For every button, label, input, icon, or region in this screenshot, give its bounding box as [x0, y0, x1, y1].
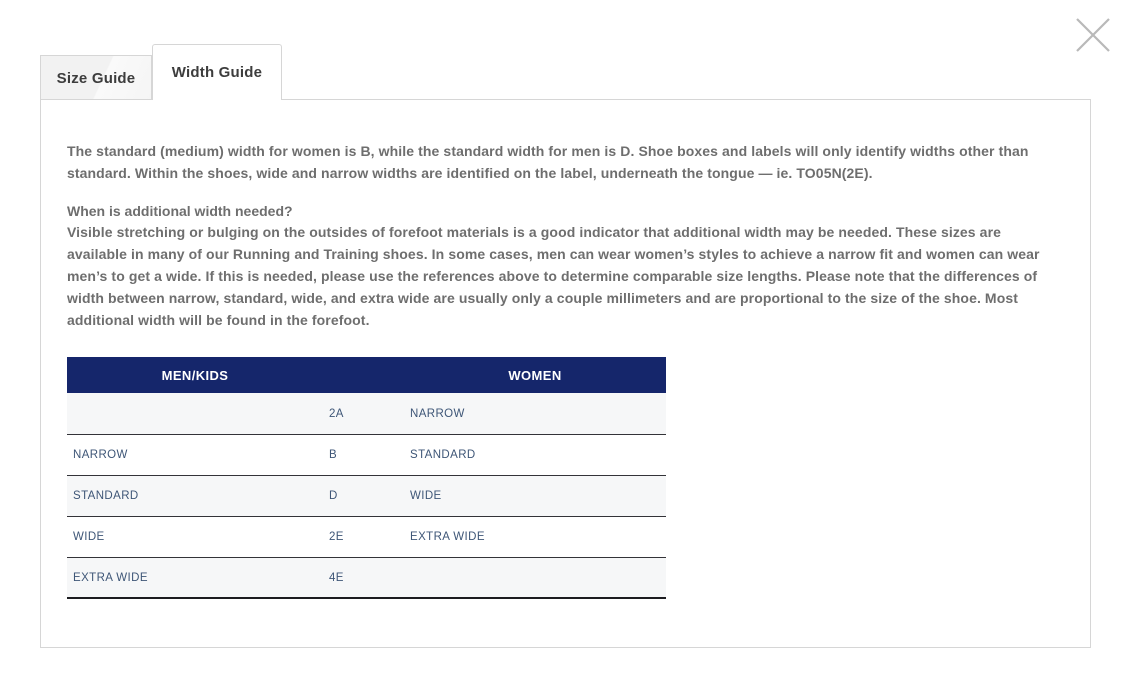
- header-women: WOMEN: [404, 357, 666, 393]
- header-spacer: [323, 357, 404, 393]
- close-icon: [1075, 17, 1111, 53]
- cell-men-label: WIDE: [73, 530, 105, 543]
- cell-women-label: WIDE: [410, 489, 442, 502]
- header-men-kids: MEN/KIDS: [67, 357, 323, 393]
- cell-width-code: 2A: [329, 407, 344, 420]
- cell-men-label: NARROW: [73, 448, 128, 461]
- table-row: [67, 434, 666, 475]
- cell-width-code: 4E: [329, 571, 344, 584]
- cell-men-label: [67, 393, 323, 434]
- question-heading: When is additional width needed?: [67, 202, 293, 219]
- cell-women-label: [404, 557, 666, 598]
- cell-men-label: STANDARD: [73, 489, 139, 502]
- table-row: [67, 475, 666, 516]
- cell-width-code: B: [329, 448, 338, 461]
- table-row: [67, 393, 666, 434]
- tab-width-guide-label: Width Guide: [171, 64, 263, 81]
- tab-size-guide-label: Size Guide: [56, 69, 136, 87]
- tab-width-guide[interactable]: [152, 44, 282, 100]
- cell-women-label: STANDARD: [410, 448, 476, 461]
- table-row: [67, 557, 666, 598]
- width-comparison-table: [67, 357, 666, 599]
- close-button[interactable]: [1070, 12, 1116, 58]
- cell-width-code: 2E: [329, 530, 344, 543]
- cell-width-code: D: [329, 489, 338, 502]
- table-header-row: [67, 357, 666, 393]
- cell-women-label: NARROW: [410, 407, 465, 420]
- table-row: [67, 516, 666, 557]
- question-paragraph: Visible stretching or bulging on the outsides of forefoot materials is a good indicator that additional width may be needed. These sizes are available in many of our Running and Training shoes. In some cases, men can wear women’s styles to achieve a narrow fit and women can wear men’s to get a wide. If this is needed, please use the references above to determine comparable size lengths. Please note that the differences of width between narrow, standard, wide, and extra wide are usually only a couple millimeters and are proportional to the size of the shoe. Most additional width will be found in the forefoot.: [67, 224, 1040, 328]
- intro-paragraph: The standard (medium) width for women is B, while the standard width for men is D. Shoe boxes and labels will only identify widths other than standard. Within the shoes, wide and narrow widths are identified on the label, underneath the tongue — ie. TO05N(2E).: [67, 143, 1029, 181]
- cell-men-label: EXTRA WIDE: [73, 571, 148, 584]
- tab-size-guide[interactable]: [40, 55, 152, 100]
- width-guide-panel: [40, 99, 1091, 648]
- cell-women-label: EXTRA WIDE: [410, 530, 485, 543]
